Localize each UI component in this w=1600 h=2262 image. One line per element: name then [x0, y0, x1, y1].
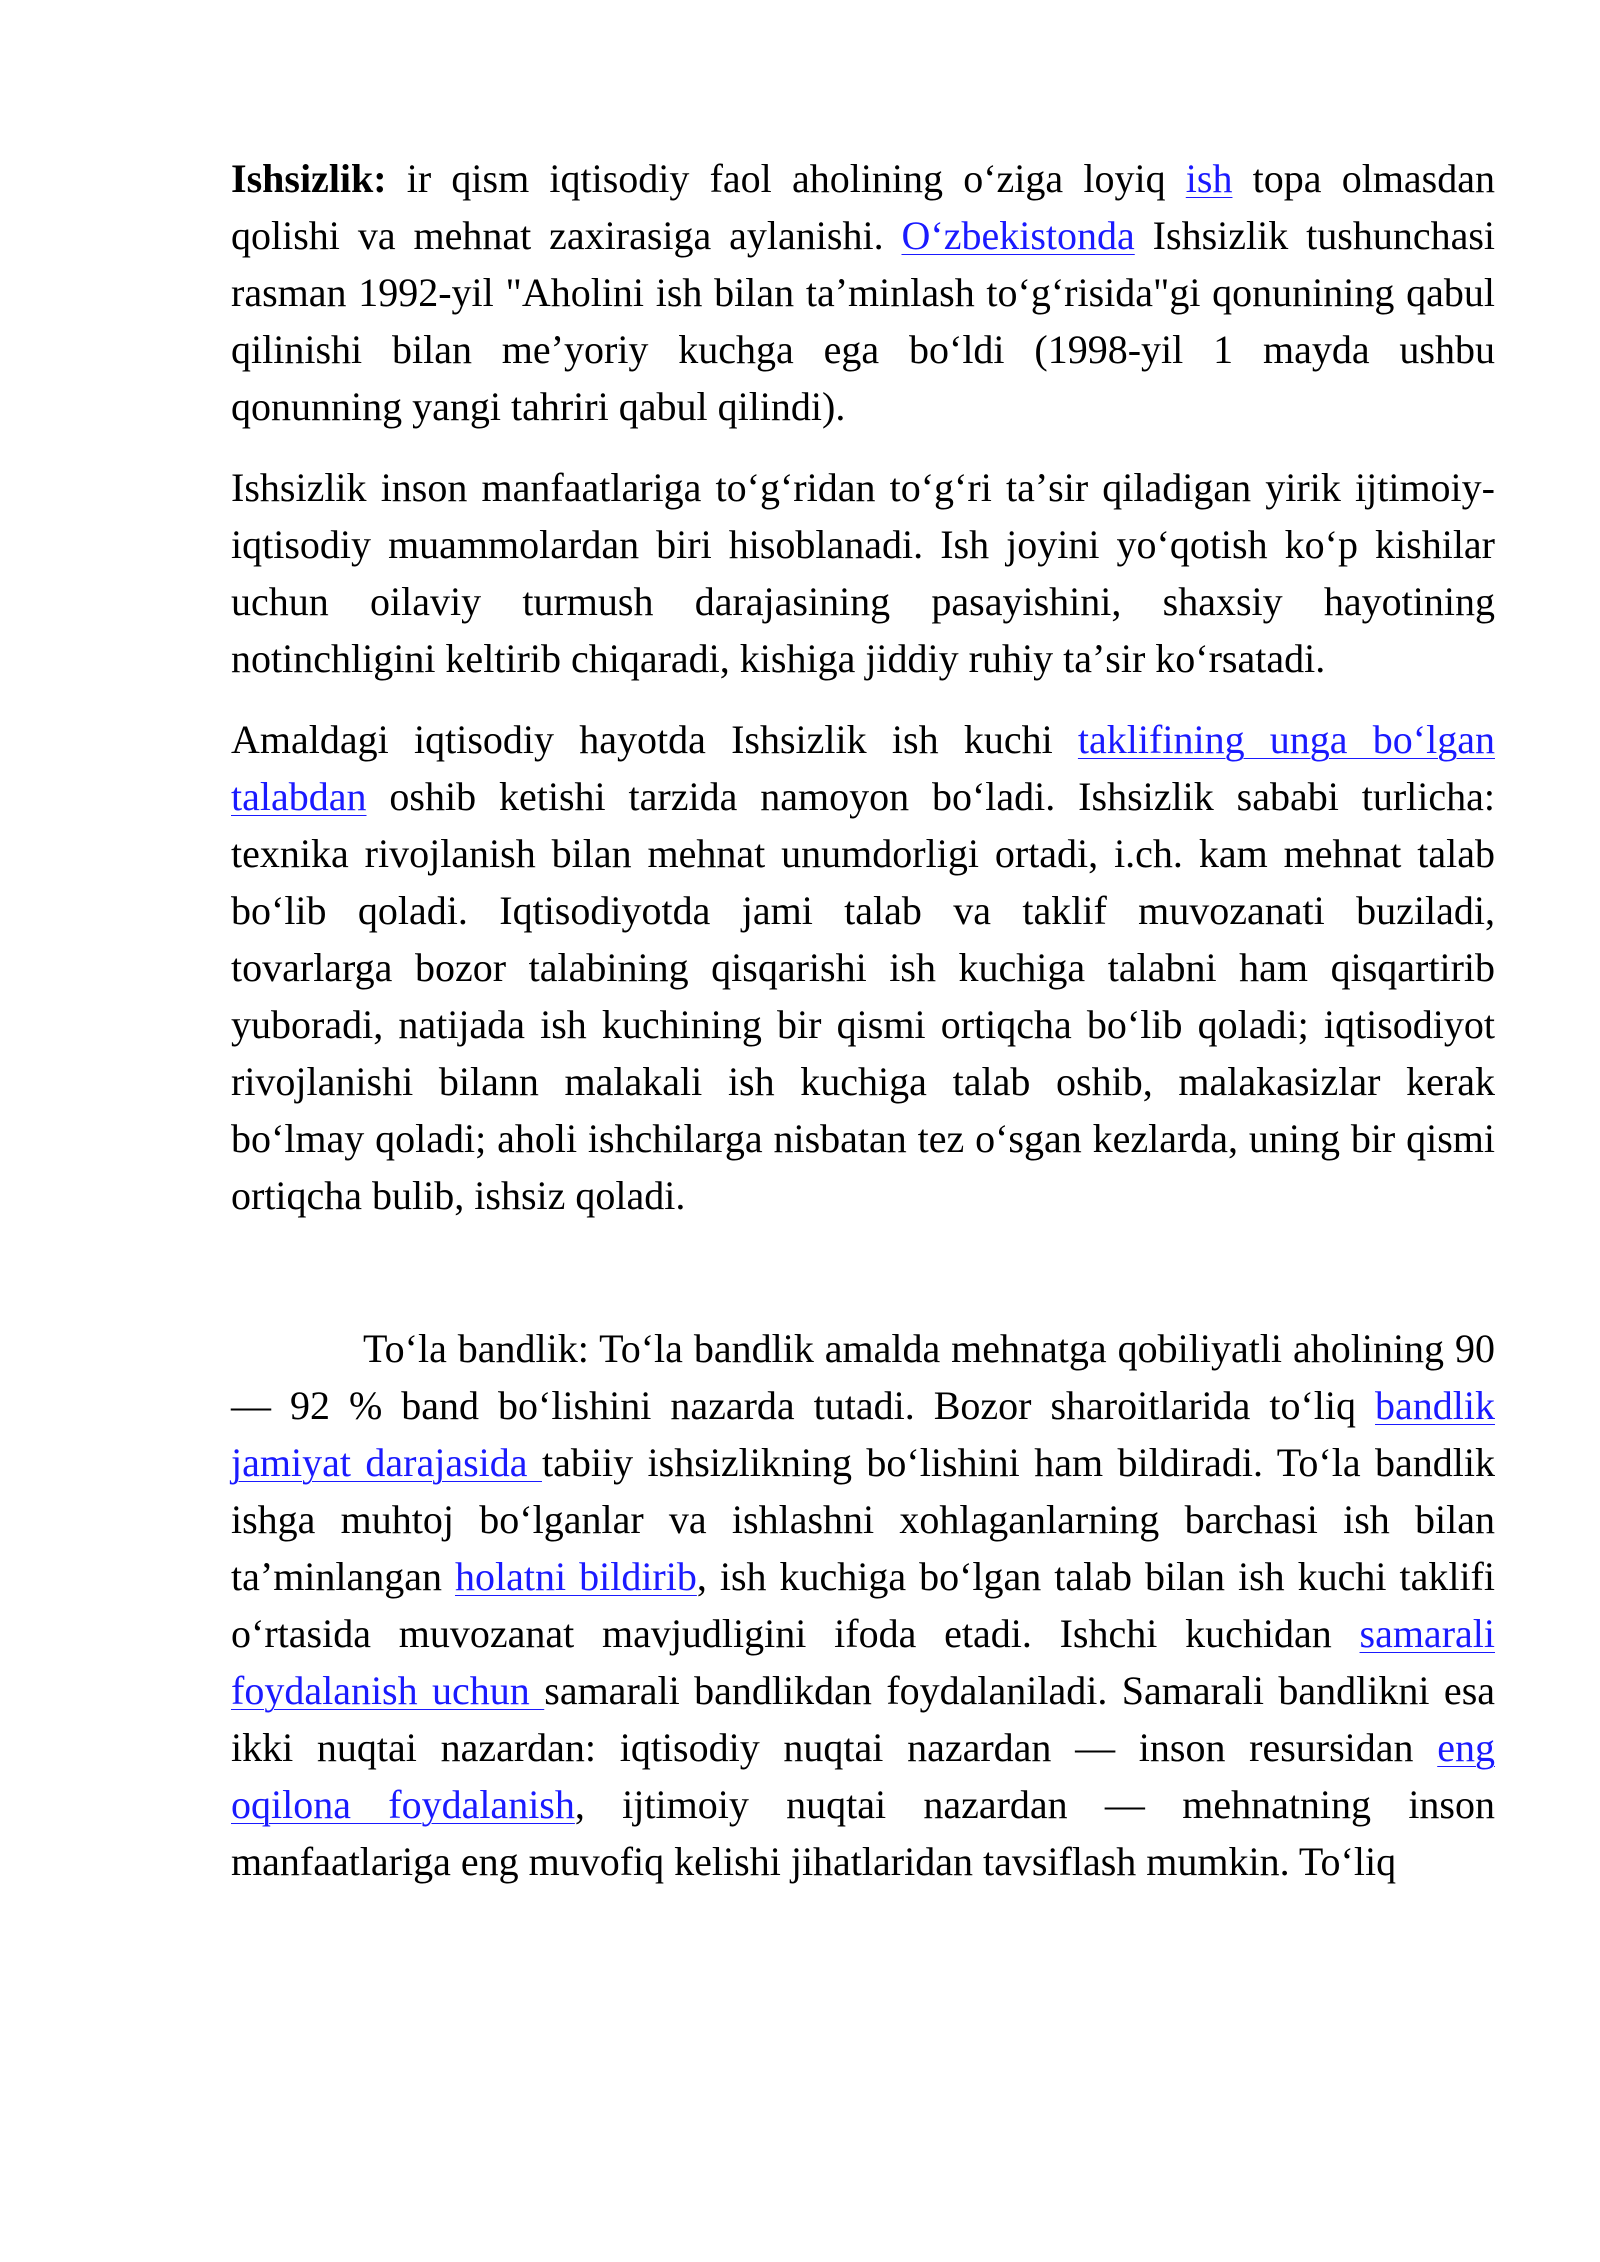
- link-holatni-bildirib[interactable]: holatni bildirib: [455, 1554, 697, 1599]
- paragraph-text: , ish kuchiga boʻlgan talab bilan ish kuchi taklifi oʻrtasida muvozanat mavjudligini ifoda etadi. Ishchi kuchidan: [231, 1554, 1495, 1656]
- paragraph-text: topa olmasdan qolishi va mehnat zaxirasiga aylanishi.: [231, 156, 1496, 258]
- link-samarali-foydalanish-uchun[interactable]: samarali foydalanish uchun: [231, 1611, 1495, 1713]
- paragraph-ishsizlik-causes: [231, 711, 1495, 1224]
- link-taklifining-unga-bolgan-talabdan[interactable]: taklifining unga boʻlgan talabdan: [231, 717, 1495, 819]
- paragraph-text: samarali bandlikdan foydalaniladi. Samarali bandlikni esa ikki nuqtai nazardan: iqtisodiy nuqtai nazardan — inson resursidan: [231, 1668, 1496, 1770]
- link-eng-oqilona-foydalanish[interactable]: eng oqilona foydalanish: [231, 1725, 1495, 1827]
- link-bandlik-jamiyat-darajasida[interactable]: bandlik jamiyat darajasida: [231, 1383, 1495, 1485]
- paragraph-text: Ishsizlik tushunchasi rasman 1992-yil "Aholini ish bilan taʼminlash toʻgʻrisida"gi qonunining qabul qilinishi bilan meʼyoriy kuchga ega boʻldi (1998-yil 1 mayda ushbu qonunning yangi tahriri qabul qilindi).: [231, 213, 1496, 429]
- document-body: [231, 150, 1495, 1914]
- paragraph-text: , ijtimoiy nuqtai nazardan — mehnatning inson manfaatlariga eng muvofiq kelishi jihatlaridan tavsiflash mumkin. Toʻliq: [231, 1782, 1495, 1884]
- link-ish[interactable]: ish: [1185, 156, 1233, 201]
- term-ishsizlik: Ishsizlik:: [231, 156, 387, 201]
- paragraph-text: Amaldagi iqtisodiy hayotda Ishsizlik ish kuchi: [231, 717, 1078, 762]
- paragraph-ishsizlik-impact: [231, 459, 1495, 687]
- paragraph-text: tabiiy ishsizlikning boʻlishini ham bildiradi. Toʻla bandlik ishga muhtoj boʻlganlar va ishlashni xohlaganlarning barchasi ish bilan taʼminlangan: [231, 1440, 1495, 1599]
- paragraph-ishsizlik-definition: [231, 150, 1495, 435]
- paragraph-text: Toʻla bandlik: Toʻla bandlik amalda mehnatga qobiliyatli aholining 90 — 92 % band boʻlishini nazarda tutadi. Bozor sharoitlarida toʻliq: [231, 1326, 1495, 1428]
- paragraph-text: ir qism iqtisodiy faol aholining oʻziga loyiq: [386, 156, 1186, 201]
- paragraph-tola-bandlik: [231, 1320, 1495, 1890]
- paragraph-text: oshib ketishi tarzida namoyon boʻladi. Ishsizlik sababi turlicha: texnika rivojlanish bilan mehnat unumdorligi ortadi, i.ch. kam mehnat talab boʻlib qoladi. Iqtisodiyotda jami talab va taklif muvozanati buziladi, tovarlarga bozor talabining qisqarishi ish kuchiga talabni ham qisqartirib yuboradi, natijada ish kuchining bir qismi ortiqcha boʻlib qoladi; iqtisodiyot rivojlanishi bilann malakali ish kuchiga talab oshib, malakasizlar kerak boʻlmay qoladi; aholi ishchilarga nisbatan tez oʻsgan kezlarda, uning bir qismi ortiqcha bulib, ishsiz qoladi.: [231, 774, 1495, 1218]
- link-uzbekistonda[interactable]: Oʻzbekistonda: [901, 213, 1135, 258]
- paragraph-text: Ishsizlik inson manfaatlariga toʻgʻridan toʻgʻri taʼsir qiladigan yirik ijtimoiy-iqtisodiy muammolardan biri hisoblanadi. Ish joyini yoʻqotish koʻp kishilar uchun oilaviy turmush darajasining pasayishini, shaxsiy hayotining notinchligini keltirib chiqaradi, kishiga jiddiy ruhiy taʼsir koʻrsatadi.: [231, 465, 1495, 681]
